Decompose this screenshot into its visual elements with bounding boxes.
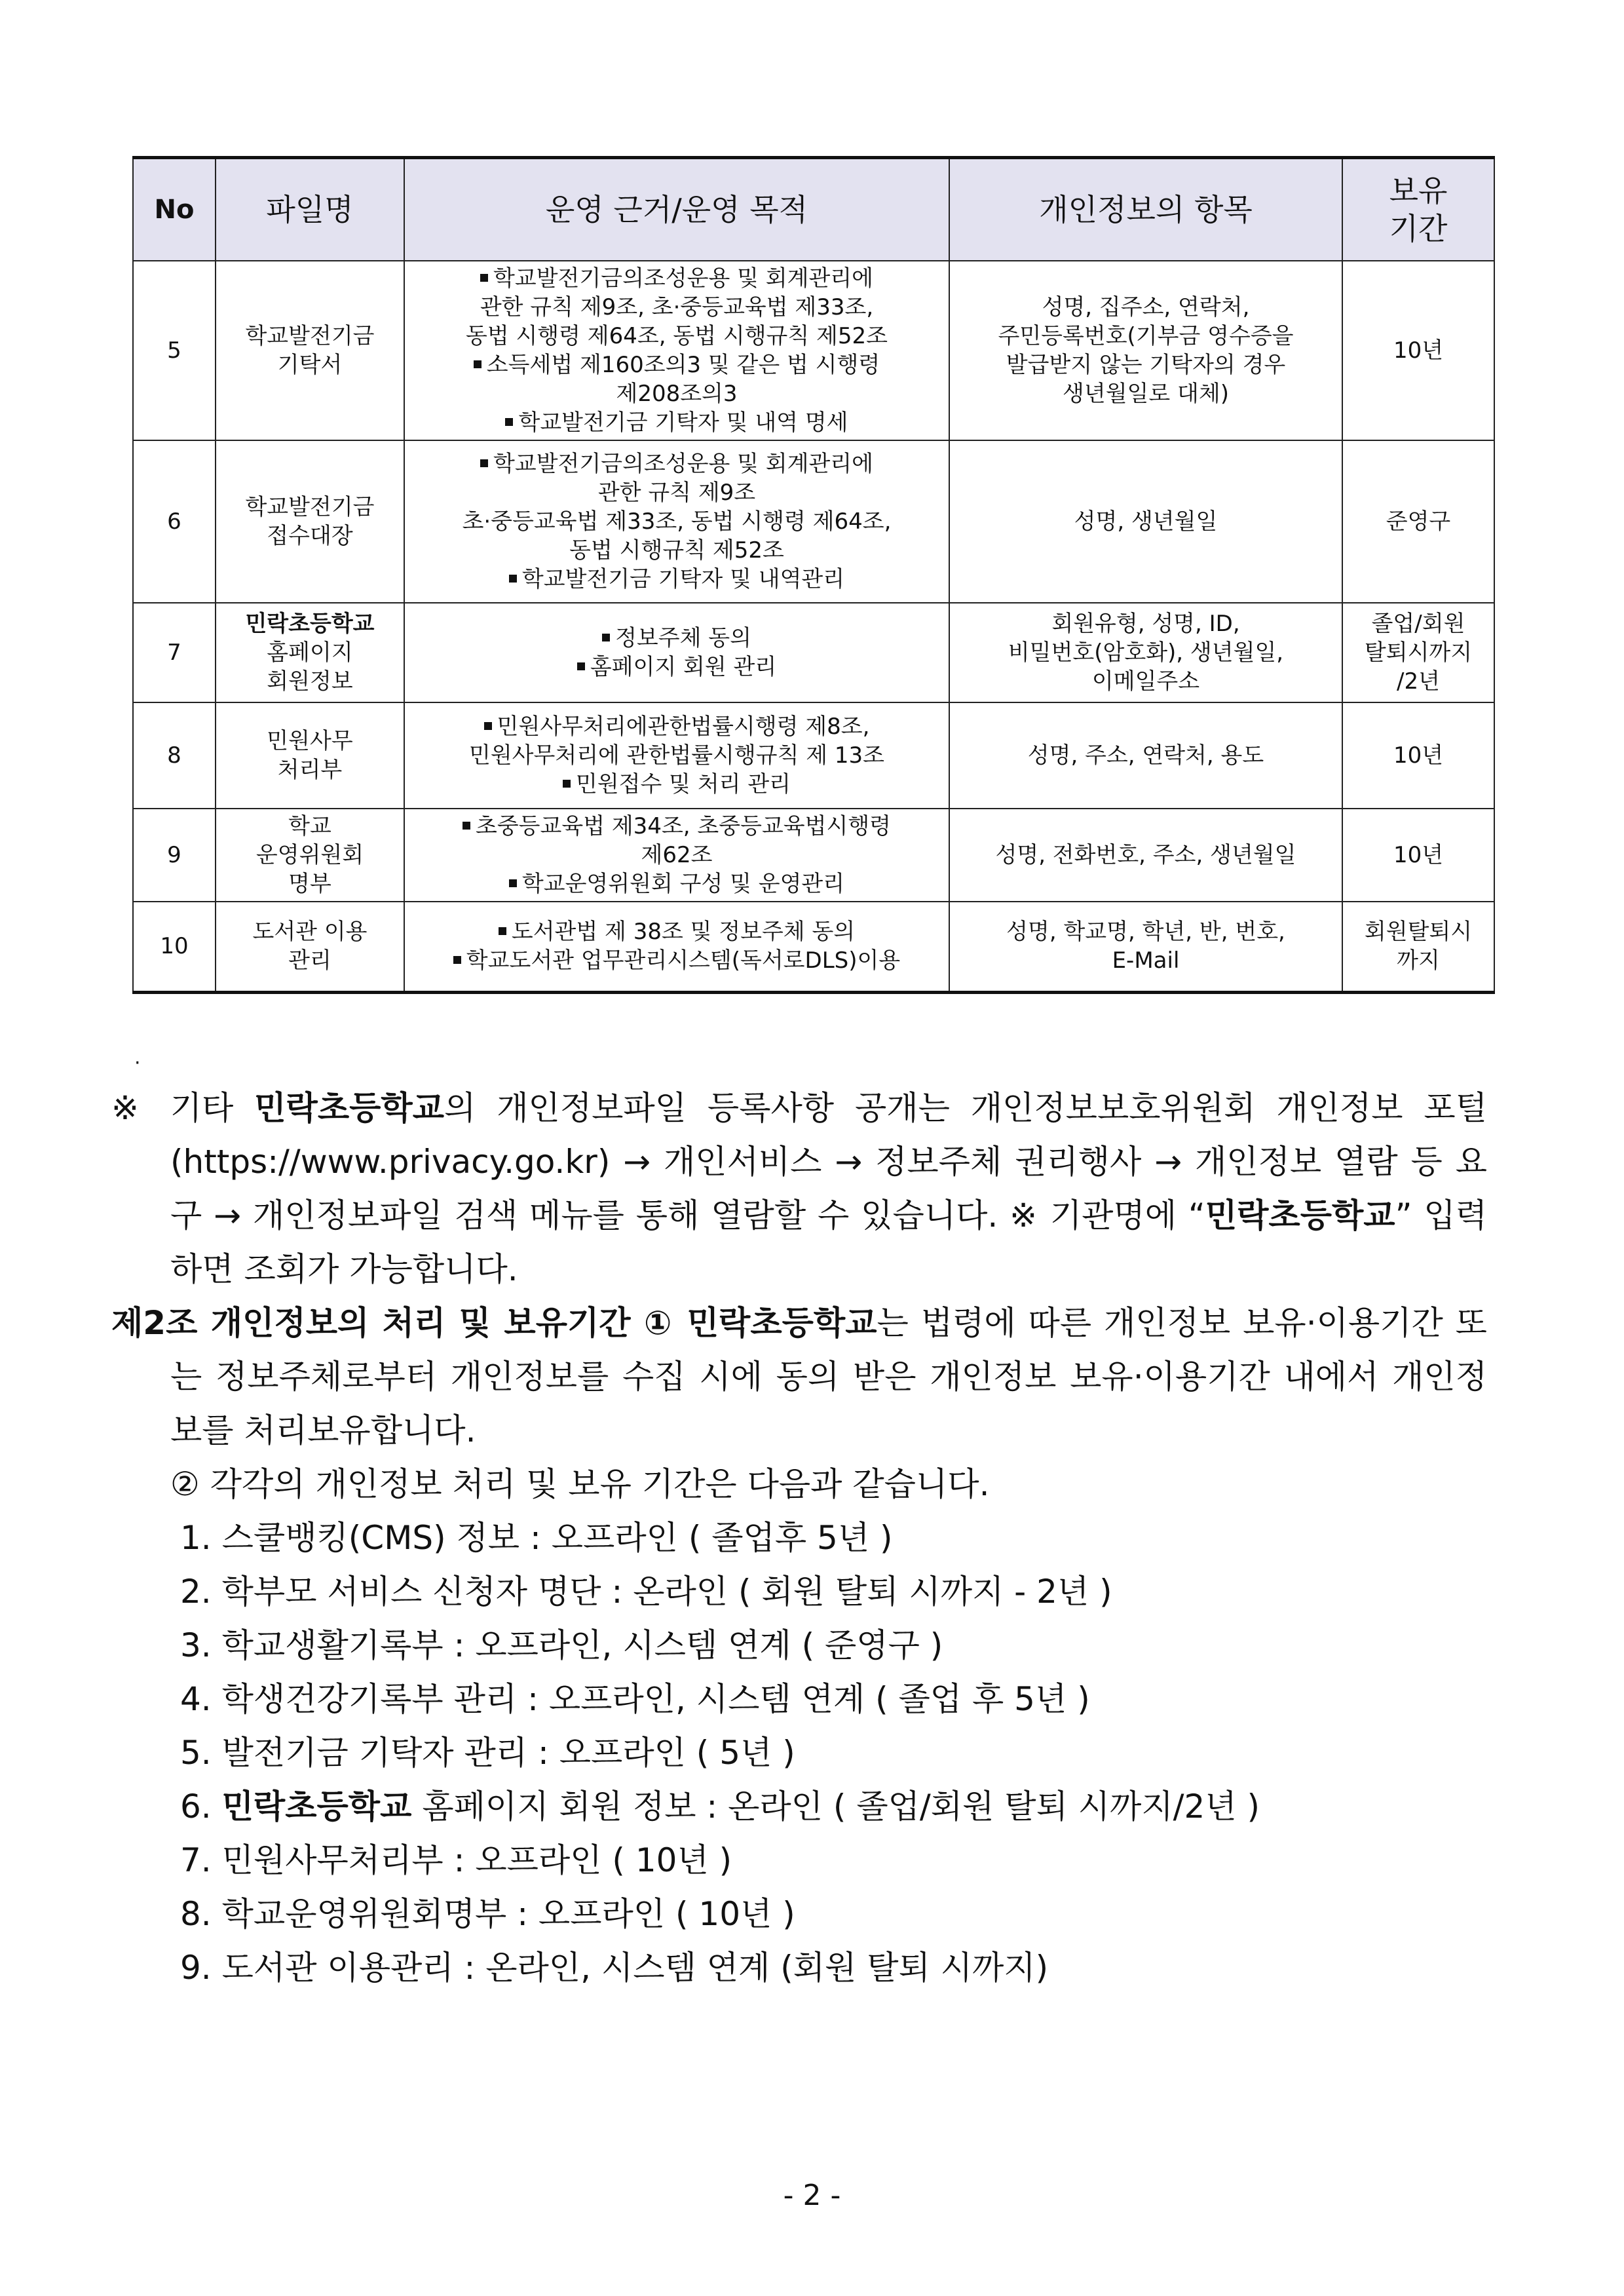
cell-basis (404, 809, 949, 902)
retention-list (111, 1511, 1487, 1995)
header-basis: 운영 근거/운영 목적 (404, 158, 949, 261)
cell-retention (1342, 261, 1494, 440)
cell-line: 학교발전기금 (245, 323, 375, 349)
basis-text: 동법 시행규칙 제52조 (569, 537, 784, 564)
table-row (133, 902, 1494, 992)
list-item: 8. 학교운영위원회명부 : 오프라인 ( 10년 ) (180, 1895, 795, 1933)
basis-line (409, 946, 945, 975)
cell-no: 7 (133, 603, 216, 702)
basis-text: 제208조의3 (616, 381, 738, 407)
basis-text: 관한 규칙 제9조, 초·중등교육법 제33조, (480, 294, 874, 320)
basis-text: 학교운영위원회 구성 및 운영관리 (521, 871, 845, 897)
square-bullet-icon (577, 662, 585, 670)
basis-line (409, 712, 945, 741)
list-item: 3. 학교생활기록부 : 오프라인, 시스템 연계 ( 준영구 ) (180, 1626, 943, 1664)
basis-text: 초·중등교육법 제33조, 동법 시행령 제64조, (462, 508, 892, 535)
list-item-6 (180, 1780, 1487, 1833)
list-item: 9. 도서관 이용관리 : 온라인, 시스템 연계 (회원 탈퇴 시까지) (180, 1949, 1049, 1987)
square-bullet-icon (480, 459, 488, 467)
cell-line: 회원유형, 성명, ID, (1051, 611, 1240, 637)
square-bullet-icon (480, 274, 488, 282)
personal-info-file-table (132, 156, 1495, 994)
header-file-name: 파일명 (216, 158, 404, 261)
article-2 (111, 1296, 1487, 1457)
cell-line: 회원정보 (267, 668, 353, 695)
note-mark: ※ 기타 (111, 1089, 255, 1127)
basis-line (409, 812, 945, 841)
basis-line (409, 536, 945, 565)
cell-line: 비밀번호(암호화), 생년월일, (1008, 640, 1284, 666)
cell-line: 까지 (1397, 947, 1440, 974)
basis-line (409, 624, 945, 653)
cell-items (949, 902, 1342, 992)
basis-text: 민원사무처리에관한법률시행령 제8조, (497, 714, 870, 740)
cell-line: 접수대장 (267, 523, 353, 549)
basis-text: 학교도서관 업무관리시스템(독서로DLS)이용 (466, 947, 901, 974)
basis-line (409, 264, 945, 293)
basis-text: 학교발전기금의조성운용 및 회계관리에 (493, 451, 873, 477)
basis-line (409, 408, 945, 437)
dot-mark: · (134, 1052, 141, 1075)
cell-file-name (216, 809, 404, 902)
square-bullet-icon (602, 634, 610, 641)
body-text (111, 1081, 1487, 1995)
cell-line: 회원탈퇴시 (1364, 919, 1473, 946)
cell-line: 성명, 주소, 연락처, 용도 (1027, 742, 1264, 769)
list-item: 4. 학생건강기록부 관리 : 오프라인, 시스템 연계 ( 졸업 후 5년 ) (180, 1680, 1090, 1718)
cell-file-name (216, 261, 404, 440)
header-retention (1342, 158, 1494, 261)
basis-line (409, 478, 945, 507)
basis-text: 학교발전기금의조성운용 및 회계관리에 (493, 265, 873, 292)
basis-line (409, 741, 945, 770)
cell-line: 홈페이지 (267, 640, 353, 666)
cell-items (949, 603, 1342, 702)
list-item-6-prefix: 6. (180, 1788, 222, 1826)
cell-line: 관리 (288, 947, 331, 974)
basis-line (409, 917, 945, 946)
registry-note (111, 1081, 1487, 1296)
table-row (133, 603, 1494, 702)
table-row (133, 702, 1494, 809)
header-items: 개인정보의 항목 (949, 158, 1342, 261)
cell-file-name (216, 702, 404, 809)
cell-no: 6 (133, 440, 216, 603)
cell-line: 이메일주소 (1091, 668, 1200, 695)
cell-line: 성명, 학교명, 학년, 반, 번호, (1006, 919, 1285, 946)
cell-items (949, 809, 1342, 902)
cell-line: 10년 (1393, 337, 1444, 364)
cell-file-name (216, 603, 404, 702)
basis-text: 관한 규칙 제9조 (597, 480, 756, 506)
note-text-2: ” 입력하면 조회가 가능합니다. (170, 1196, 1487, 1288)
cell-line: 학교 (288, 813, 331, 839)
cell-line: 주민등록번호(기부금 영수증을 (998, 323, 1294, 349)
cell-line: 민원사무 (267, 728, 353, 754)
cell-items (949, 440, 1342, 603)
square-bullet-icon (509, 575, 517, 583)
note-school-name: 민락초등학교 (254, 1089, 445, 1127)
cell-line: 기탁서 (277, 352, 343, 378)
basis-text: 학교발전기금 기탁자 및 내역 명세 (518, 410, 848, 436)
cell-basis (404, 902, 949, 992)
cell-no: 5 (133, 261, 216, 440)
cell-line: 성명, 전화번호, 주소, 생년월일 (995, 842, 1296, 868)
note-school-name-2: 민락초등학교 (1205, 1196, 1395, 1234)
cell-line: 10년 (1393, 842, 1444, 868)
table-row (133, 261, 1494, 440)
article-2-para-2: ② 각각의 개인정보 처리 및 보유 기간은 다음과 같습니다. (170, 1465, 990, 1503)
list-item: 7. 민원사무처리부 : 오프라인 ( 10년 ) (180, 1841, 732, 1879)
cell-basis (404, 702, 949, 809)
cell-line: 준영구 (1386, 508, 1451, 535)
header-no: No (133, 158, 216, 261)
table-header-row (133, 158, 1494, 261)
basis-line (409, 653, 945, 681)
cell-line: 도서관 이용 (252, 919, 368, 946)
cell-retention (1342, 902, 1494, 992)
basis-text: 초중등교육법 제34조, 초중등교육법시행령 (475, 813, 892, 839)
list-item: 5. 발전기금 기탁자 관리 : 오프라인 ( 5년 ) (180, 1734, 795, 1772)
square-bullet-icon (505, 418, 513, 426)
cell-basis (404, 440, 949, 603)
basis-text: 민원접수 및 처리 관리 (575, 771, 791, 797)
square-bullet-icon (509, 879, 517, 887)
square-bullet-icon (474, 360, 482, 368)
basis-text: 소득세법 제160조의3 및 같은 법 시행령 (486, 352, 880, 378)
cell-items (949, 702, 1342, 809)
cell-no: 9 (133, 809, 216, 902)
cell-line: 학교발전기금 (245, 494, 375, 520)
cell-retention (1342, 440, 1494, 603)
page-number: - 2 - (783, 2179, 841, 2212)
cell-line: 성명, 생년월일 (1074, 508, 1218, 535)
basis-text: 민원사무처리에 관한법률시행규칙 제 13조 (468, 742, 885, 769)
cell-no: 10 (133, 902, 216, 992)
basis-line (409, 379, 945, 408)
article-2-title: 제2조 개인정보의 처리 및 보유기간 ① (111, 1304, 687, 1342)
list-item: 2. 학부모 서비스 신청자 명단 : 온라인 ( 회원 탈퇴 시까지 - 2년 ) (180, 1573, 1112, 1611)
cell-retention (1342, 603, 1494, 702)
cell-line: 발급받지 않는 기탁자의 경우 (1006, 352, 1286, 378)
table-row (133, 440, 1494, 603)
header-retention-line1: 보유 (1389, 173, 1448, 208)
note-text-1: 의 개인정보파일 등록사항 공개는 개인정보보호위원회 개인정보 포털 (https://www.privacy.go.kr) → 개인서비스 → 정보주체 권리행사 → 개인정보 열람 등 요구 → 개인정보파일 검색 메뉴를 통해 열람할 수 있습니다. ※ 기관명에 “ (170, 1089, 1487, 1234)
list-item-6-text: 홈페이지 회원 정보 : 온라인 ( 졸업/회원 탈퇴 시까지/2년 ) (411, 1788, 1260, 1826)
cell-retention (1342, 809, 1494, 902)
basis-text: 홈페이지 회원 관리 (590, 654, 777, 680)
cell-basis (404, 603, 949, 702)
square-bullet-icon (499, 927, 506, 935)
basis-line (409, 870, 945, 898)
basis-text: 정보주체 동의 (615, 625, 751, 651)
basis-line (409, 565, 945, 594)
cell-line: 처리부 (277, 757, 343, 783)
basis-line (409, 507, 945, 536)
header-retention-line2: 기간 (1389, 211, 1448, 246)
basis-text: 학교발전기금 기탁자 및 내역관리 (521, 566, 845, 592)
cell-file-name (216, 440, 404, 603)
basis-line (409, 351, 945, 379)
basis-line (409, 322, 945, 351)
table-body (133, 261, 1494, 992)
cell-line: 생년월일로 대체) (1063, 381, 1229, 407)
cell-retention (1342, 702, 1494, 809)
cell-file-name (216, 902, 404, 992)
square-bullet-icon (563, 780, 571, 788)
article-2-text: 는 법령에 따른 개인정보 보유·이용기간 또는 정보주체로부터 개인정보를 수집 시에 동의 받은 개인정보 보유·이용기간 내에서 개인정보를 처리보유합니다. (170, 1304, 1487, 1449)
basis-line (409, 450, 945, 478)
basis-line (409, 293, 945, 322)
basis-text: 동법 시행령 제64조, 동법 시행규칙 제52조 (465, 323, 888, 349)
list-item-6-school: 민락초등학교 (221, 1788, 412, 1826)
square-bullet-icon (463, 822, 470, 830)
cell-basis (404, 261, 949, 440)
basis-line (409, 841, 945, 870)
cell-line: 탈퇴시까지 (1364, 640, 1473, 666)
cell-line: 10년 (1393, 742, 1444, 769)
cell-line: /2년 (1397, 668, 1440, 695)
cell-items (949, 261, 1342, 440)
basis-text: 도서관법 제 38조 및 정보주체 동의 (511, 919, 856, 946)
basis-line (409, 770, 945, 799)
article-2-school: 민락초등학교 (687, 1304, 877, 1342)
basis-text: 제62조 (641, 842, 713, 868)
cell-line: E-Mail (1112, 947, 1180, 974)
table-row (133, 809, 1494, 902)
cell-line: 성명, 집주소, 연락처, (1042, 294, 1250, 320)
cell-line: 졸업/회원 (1371, 611, 1465, 637)
square-bullet-icon (484, 722, 492, 730)
square-bullet-icon (453, 956, 461, 964)
cell-no: 8 (133, 702, 216, 809)
cell-line: 명부 (288, 871, 331, 897)
cell-line: 민락초등학교 (245, 611, 375, 637)
list-item: 1. 스쿨뱅킹(CMS) 정보 : 오프라인 ( 졸업후 5년 ) (180, 1519, 893, 1557)
cell-line: 운영위원회 (255, 842, 364, 868)
